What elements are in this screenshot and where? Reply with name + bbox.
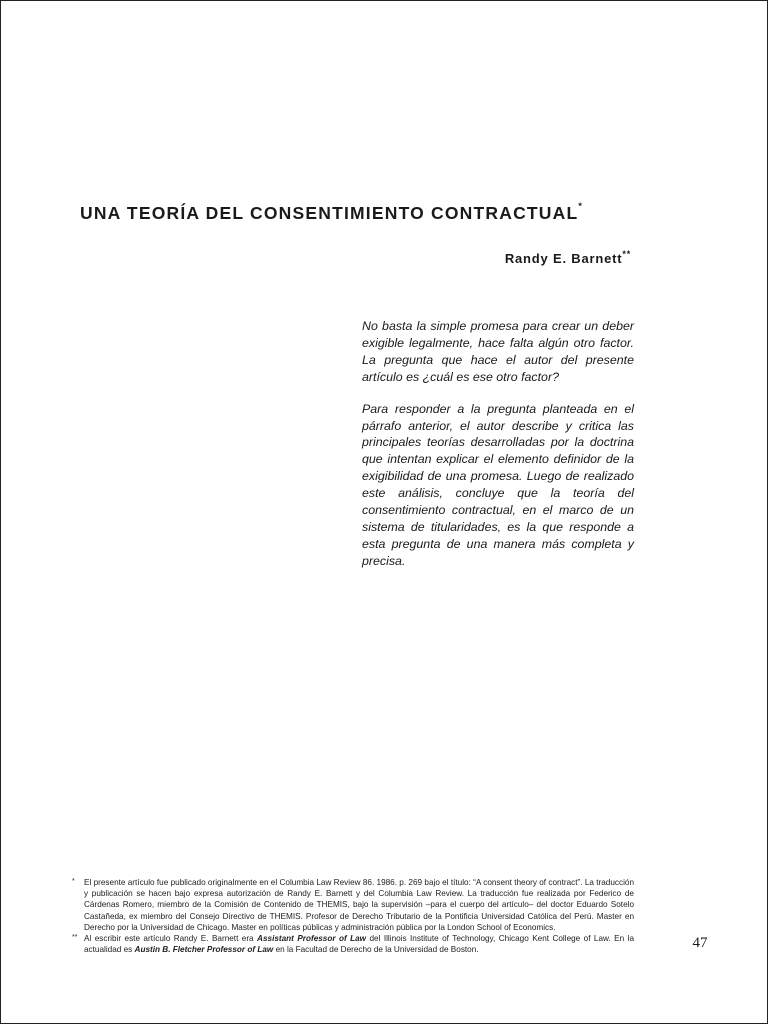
footnote-mark: *	[72, 878, 75, 885]
article-title	[80, 203, 680, 224]
abstract	[362, 318, 634, 585]
footnote	[72, 877, 634, 933]
footnote-text: en la Facultad de Derecho de la Universidad de Boston.	[273, 945, 479, 955]
title-footnote-mark: *	[578, 201, 584, 211]
footnote-mark: **	[72, 934, 78, 942]
footnote-emphasis: Austin B. Fletcher Professor of Law	[134, 945, 274, 955]
abstract-paragraph: No basta la simple promesa para crear un deber exigible legalmente, hace falta algún otro factor. La pregunta que hace el autor del presente artículo es ¿cuál es ese otro factor?	[362, 319, 634, 384]
abstract-paragraph: Para responder a la pregunta planteada en el párrafo anterior, el autor describe y critica las principales teorías desarrolladas por la doctrina que intentan explicar el elemento definidor de la exigibilidad de una promesa. Luego de realizado este análisis, concluye que la teoría del consentimiento contractual, en el marco de un sistema de titularidades, es la que responde a esta pregunta de una manera más completa y precisa.	[362, 401, 634, 568]
footnote	[72, 933, 634, 955]
author-name: Randy E. Barnett	[504, 251, 623, 266]
footnote-emphasis: Assistant Professor of Law	[257, 934, 367, 944]
footnote-text: del Illinois Institute of Technology, Chicago Kent College of Law. En la actualidad es	[84, 934, 634, 955]
author-footnote-mark: **	[622, 249, 631, 259]
page-number: 47	[692, 935, 708, 951]
article-author	[380, 251, 631, 266]
footnotes	[72, 877, 634, 955]
footnote-text: El presente artículo fue publicado originalmente en el Columbia Law Review 86. 1986. p. 269 bajo el título: “A consent theory of contract”. La traducción y publicación se hacen bajo expresa autorización de Randy E. Barnett y del Columbia Law Review. La traducción fue realizada por Federico de Cárdenas Romero, miembro de la Comisión de Contenido de THEMIS, bajo la supervisión –para el cuerpo del artículo– del doctor Eduardo Sotelo Castañeda, ex miembro del Consejo Directivo de THEMIS. Profesor de Derecho Tributario de la Pontificia Universidad Católica del Perú. Master en Derecho por la Universidad de Chicago. Master en políticas públicas y administración pública por la London School of Economics.	[84, 878, 634, 932]
article-title-text: UNA TEORÍA DEL CONSENTIMIENTO CONTRACTUAL	[80, 203, 579, 223]
footnote-text: Al escribir este artículo Randy E. Barnett era	[84, 934, 258, 944]
